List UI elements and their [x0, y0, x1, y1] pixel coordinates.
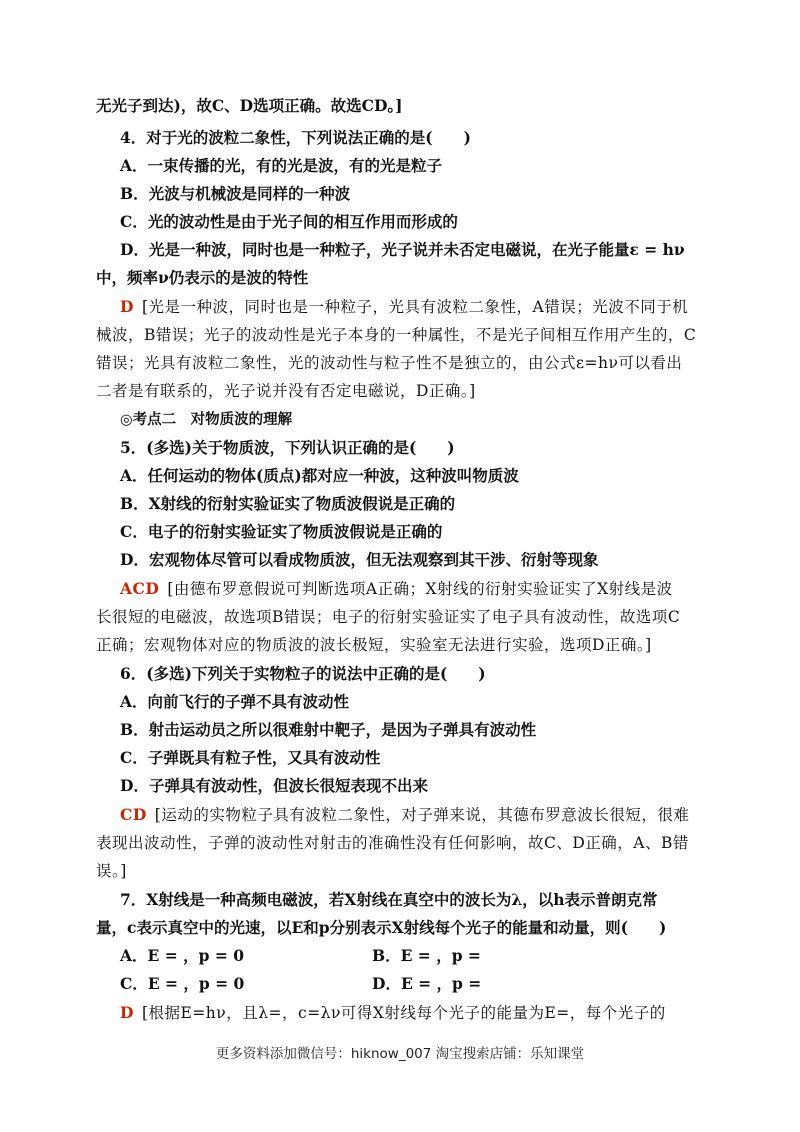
answer-text: 正确；宏观物体对应的物质波的波长极短，实验室无法进行实验，选项D正确。]	[96, 636, 652, 654]
answer-text: 二者是有联系的，光子说并没有否定电磁说，D正确。]	[96, 382, 476, 400]
question-6-option-c: C．子弹既具有粒子性，又具有波动性	[120, 748, 381, 767]
answer-text: [运动的实物粒子具有波粒二象性，对子弹来说，其德布罗意波长很短，很难	[154, 806, 690, 824]
question-4-option-a: A．一束传播的光，有的光是波，有的光是粒子	[120, 156, 443, 175]
question-6-answer	[120, 804, 710, 826]
answer-text: 错误；光具有波粒二象性，光的波动性与粒子性不是独立的，由公式ε=hν可以看出	[96, 354, 683, 372]
question-5-option-c: C．电子的衍射实验证实了物质波假说是正确的	[120, 522, 443, 541]
question-6-stem: 6．(多选)下列关于实物粒子的说法中正确的是( )	[120, 664, 486, 683]
question-7-option-b: B．E = ，p =	[372, 946, 481, 965]
question-7-option-a: A．E = ，p = 0	[120, 946, 245, 965]
question-7-stem: 7．X射线是一种高频电磁波，若X射线在真空中的波长为λ，以h表示普朗克常	[120, 890, 658, 909]
question-5-option-a: A．任何运动的物体(质点)都对应一种波，这种波叫物质波	[120, 466, 519, 485]
answer-text: [由德布罗意假说可判断选项A正确；X射线的衍射实验证实了X射线是波	[167, 580, 673, 598]
question-6-option-d: D．子弹具有波动性，但波长很短表现不出来	[120, 776, 428, 795]
question-5-stem: 5．(多选)关于物质波，下列认识正确的是( )	[120, 438, 455, 457]
question-4-option-d: D．光是一种波，同时也是一种粒子，光子说并未否定电磁说，在光子能量ε = hν	[120, 240, 685, 259]
answer-key: CD	[120, 805, 147, 824]
question-7-option-d: D．E = ，p =	[372, 974, 482, 993]
answer-key: D	[120, 1003, 134, 1022]
question-4-answer	[120, 296, 710, 318]
answer-text: 械波，B错误；光子的波动性是光子本身的一种属性，不是光子间相互作用产生的，C	[96, 326, 697, 344]
question-4-stem: 4．对于光的波粒二象性，下列说法正确的是( )	[120, 128, 471, 147]
question-5-option-d: D．宏观物体尽管可以看成物质波，但无法观察到其干涉、衍射等现象	[120, 550, 599, 569]
answer-text: [根据E=hν，且λ=，c=λν可得X射线每个光子的能量为E=，每个光子的	[141, 1004, 666, 1022]
answer-key: D	[120, 297, 134, 316]
question-5-answer	[120, 578, 710, 600]
answer-text: 长很短的电磁波，故选项B错误；电子的衍射实验证实了电子具有波动性，故选项C	[96, 608, 681, 626]
question-6-option-a: A．向前飞行的子弹不具有波动性	[120, 692, 350, 711]
question-7-options-row-2	[120, 973, 710, 995]
question-7-stem-cont: 量，c表示真空中的光速，以E和p分别表示X射线每个光子的能量和动量，则( )	[96, 918, 667, 937]
question-7-answer	[120, 1002, 710, 1024]
question-6-option-b: B．射击运动员之所以很难射中靶子，是因为子弹具有波动性	[120, 720, 537, 739]
answer-key: ACD	[120, 579, 160, 598]
section-heading: ◎考点二 对物质波的理解	[120, 411, 293, 428]
page-footer: 更多资料添加微信号：hiknow_007 淘宝搜索店铺：乐知课堂	[215, 1046, 585, 1062]
question-4-option-d-cont: 中，频率ν仍表示的是波的特性	[96, 268, 309, 287]
answer-text: 表现出波动性，子弹的波动性对射击的准确性没有任何影响，故C、D正确，A、B错	[96, 834, 689, 852]
question-7-options-row-1	[120, 945, 710, 967]
question-7-option-c: C．E = ，p = 0	[120, 974, 245, 993]
answer-text: 误。]	[96, 862, 127, 880]
question-4-option-b: B．光波与机械波是同样的一种波	[120, 184, 351, 203]
text-line: 无光子到达)，故C、D选项正确。故选CD。]	[96, 96, 403, 115]
answer-text: [光是一种波，同时也是一种粒子，光具有波粒二象性，A错误；光波不同于机	[141, 298, 689, 316]
question-4-option-c: C．光的波动性是由于光子间的相互作用而形成的	[120, 212, 458, 231]
question-5-option-b: B．X射线的衍射实验证实了物质波假说是正确的	[120, 494, 456, 513]
